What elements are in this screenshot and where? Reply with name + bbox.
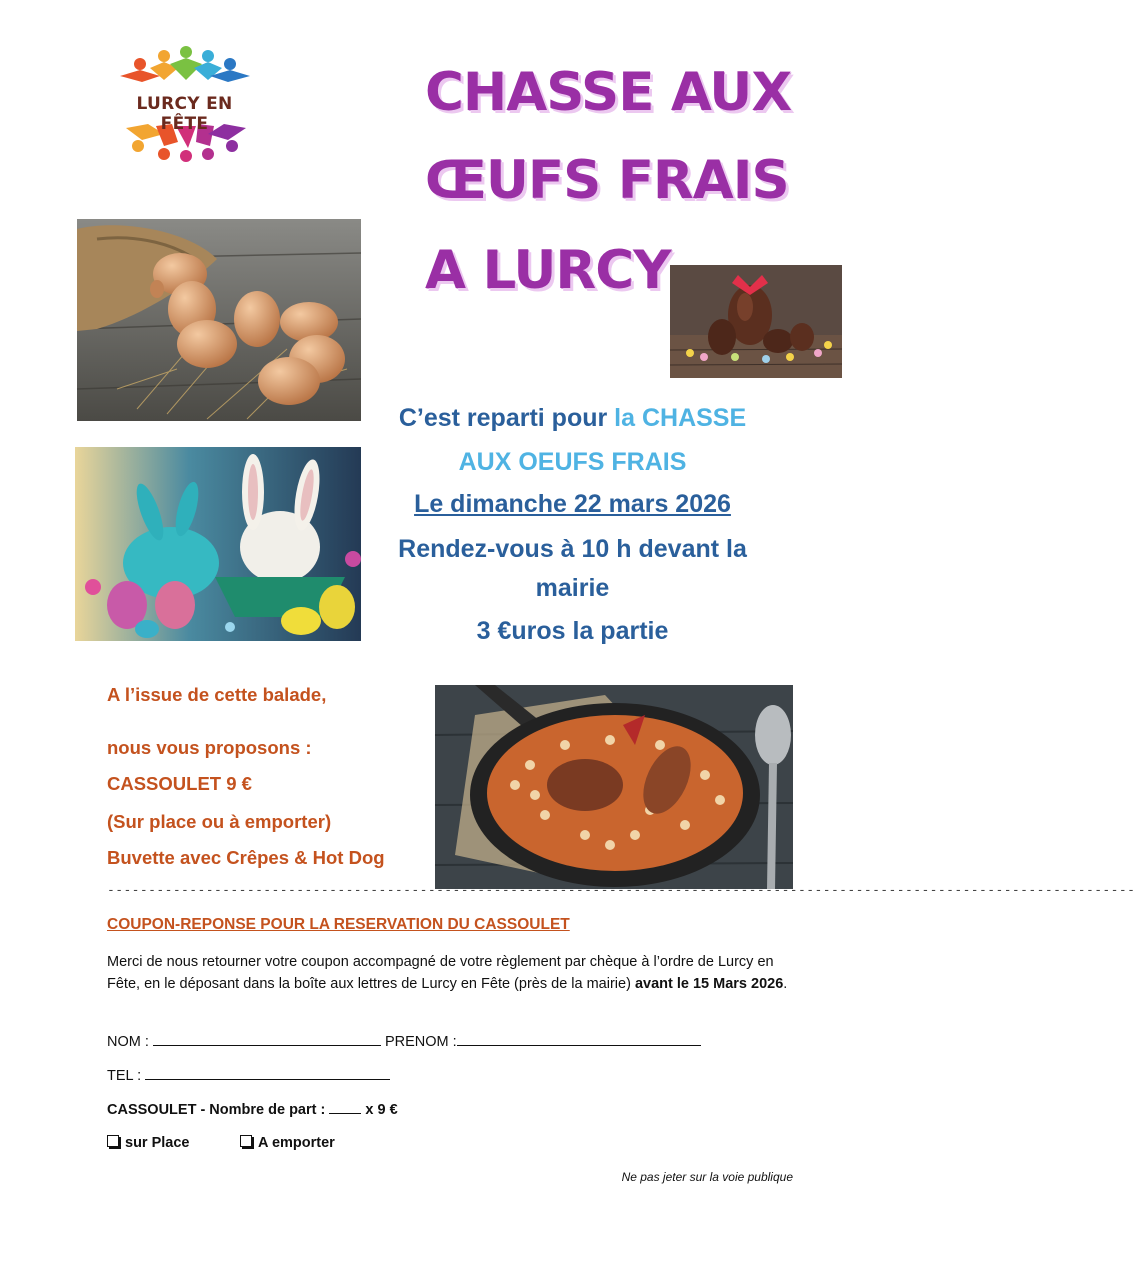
chocolate-egg-photo <box>670 265 842 378</box>
coupon-text: Merci de nous retourner votre coupon accompagné de votre règlement par chèque à l’ordre de Lurcy en Fête, en le déposant dans la boîte aux lettres de Lurcy en Fête (près de la mairie) <box>107 954 774 992</box>
option-sur-place <box>107 1135 190 1151</box>
logo-text: LURCY EN FÊTE <box>136 94 233 134</box>
tel-row <box>107 1065 390 1084</box>
event-date: Le dimanche 22 mars 2026 <box>414 490 731 518</box>
name-row <box>107 1031 701 1050</box>
rdv-line-1: Rendez-vous à 10 h devant la <box>398 535 747 563</box>
sur-place-label: sur Place <box>125 1135 190 1151</box>
cassoulet-suffix: x 9 € <box>361 1102 398 1118</box>
sur-place-checkbox[interactable] <box>107 1135 119 1147</box>
coupon-text-end: . <box>783 975 788 992</box>
a-emporter-label: A emporter <box>258 1135 335 1151</box>
info-line-1-b: la CHASSE <box>614 404 747 432</box>
coupon-title: COUPON-REPONSE POUR LA RESERVATION DU CASSOULET <box>107 916 570 933</box>
offer-line-4: (Sur place ou à emporter) <box>107 811 332 832</box>
nom-field[interactable] <box>153 1031 381 1046</box>
cassoulet-quantity-field[interactable] <box>329 1099 361 1114</box>
offer-line-3: CASSOULET 9 € <box>107 773 252 794</box>
cassoulet-row <box>107 1099 398 1118</box>
info-line-1 <box>370 404 775 433</box>
offer-line-2: nous vous proposons : <box>107 737 312 758</box>
nom-label: NOM : <box>107 1034 153 1050</box>
cut-line: ----------------------------------------------------------------------------------------------------------------------------- <box>107 883 1135 898</box>
footer-note: Ne pas jeter sur la voie publique <box>621 1170 793 1184</box>
tel-label: TEL : <box>107 1068 146 1084</box>
title-line-1: CHASSE AUX <box>425 62 792 123</box>
title-line-2: ŒUFS FRAIS <box>425 150 789 211</box>
prenom-label: PRENOM : <box>380 1034 457 1050</box>
coupon-deadline: avant le 15 Mars 2026 <box>634 975 784 992</box>
cassoulet-photo <box>435 685 793 889</box>
rdv-line-2: mairie <box>535 574 610 602</box>
coupon-instructions <box>107 952 797 995</box>
title-line-3: A LURCY <box>425 240 671 301</box>
info-line-2: AUX OEUFS FRAIS <box>458 448 687 476</box>
offer-line-5: Buvette avec Crêpes & Hot Dog <box>107 847 385 868</box>
tel-field[interactable] <box>145 1065 390 1080</box>
cassoulet-label: CASSOULET - Nombre de part : <box>107 1102 330 1118</box>
price: 3 €uros la partie <box>476 617 669 645</box>
bunnies-photo <box>75 447 361 641</box>
option-a-emporter <box>240 1135 335 1151</box>
a-emporter-checkbox[interactable] <box>240 1135 252 1147</box>
info-line-1-a: C’est reparti pour <box>398 404 615 432</box>
logo <box>112 42 257 167</box>
prenom-field[interactable] <box>457 1031 701 1046</box>
eggs-sack-photo <box>77 219 361 421</box>
offer-line-1: A l’issue de cette balade, <box>107 684 327 705</box>
